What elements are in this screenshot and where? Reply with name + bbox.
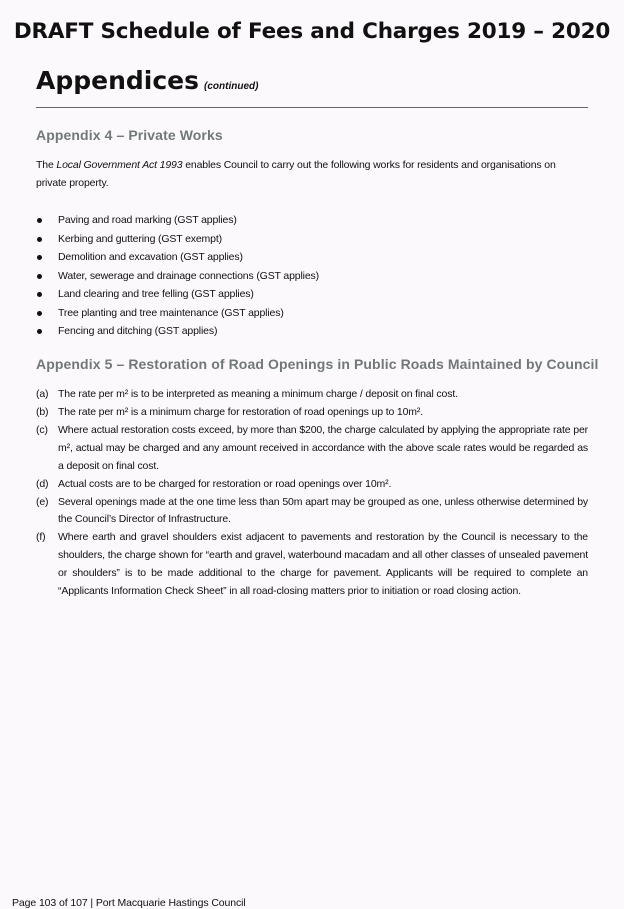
page-heading	[36, 66, 258, 95]
intro-act-name: Local Government Act 1993	[56, 159, 183, 171]
bullet-icon	[37, 218, 42, 223]
list-item-text: Water, sewerage and drainage connections (GST applies)	[58, 269, 319, 282]
item-label: (b)	[36, 405, 49, 418]
item-label: (e)	[36, 495, 49, 508]
list-item	[36, 422, 588, 475]
list-item-text: Paving and road marking (GST applies)	[58, 214, 237, 226]
list-item	[36, 529, 588, 600]
item-label: (d)	[36, 477, 49, 490]
bullet-icon	[37, 255, 42, 260]
document-title: DRAFT Schedule of Fees and Charges 2019 – 2020	[13, 19, 611, 44]
restoration-conditions-list	[36, 386, 588, 601]
page-heading-title: Appendices	[36, 66, 200, 95]
list-item-text: Fencing and ditching (GST applies)	[58, 325, 218, 337]
list-item	[36, 304, 588, 323]
list-item	[36, 285, 588, 304]
item-text: Several openings made at the one time less than 50m apart may be grouped as one, unless otherwise determined by the Council’s Director of Infrastructure.	[58, 495, 588, 526]
item-text: The rate per m² is a minimum charge for restoration of road openings up to 10m².	[58, 405, 424, 418]
appendix5-title: Appendix 5 – Restoration of Road Openings in Public Roads Maintained by Council	[36, 356, 599, 372]
item-text: Where actual restoration costs exceed, by more than $200, the charge calculated by applying the appropriate rate per m², actual may be charged and any amount received in accordance with the above scale rates would be regarded as a deposit on final cost.	[58, 423, 588, 472]
item-text: The rate per m² is to be interpreted as meaning a minimum charge / deposit on final cost.	[58, 388, 458, 400]
intro-prefix: The	[36, 159, 57, 171]
bullet-icon	[37, 292, 42, 297]
appendix4-title: Appendix 4 – Private Works	[36, 127, 223, 143]
item-label: (a)	[36, 388, 49, 400]
page-heading-continued: (continued)	[204, 81, 259, 92]
list-item-text: Kerbing and guttering (GST exempt)	[58, 232, 222, 245]
item-text: Where earth and gravel shoulders exist adjacent to pavements and restoration by the Council is necessary to the shoulders, the charge shown for “earth and gravel, waterbound macadam and all other classes of unsealed pavement or shoulders” is to be made additional to the charge for pavement. Applicants will be required to complete an “Applicants Information Check Sheet” in all road-closing matters prior to initiation or road closing action.	[58, 531, 588, 597]
bullet-icon	[37, 274, 42, 279]
appendix4-intro	[36, 157, 588, 192]
bullet-icon	[37, 329, 42, 334]
page-footer: Page 103 of 107 | Port Macquarie Hastings Council	[12, 897, 246, 909]
item-label: (c)	[36, 423, 48, 436]
list-item	[36, 494, 588, 530]
list-item	[36, 476, 588, 494]
list-item	[36, 386, 588, 404]
bullet-icon	[37, 237, 42, 242]
intro-suffix: enables Council to carry out the following works for residents and organisations on private property.	[36, 159, 556, 189]
list-item	[36, 211, 588, 230]
list-item-text: Tree planting and tree maintenance (GST applies)	[58, 306, 284, 319]
list-item-text: Demolition and excavation (GST applies)	[58, 251, 243, 263]
list-item	[36, 404, 588, 422]
list-item-text: Land clearing and tree felling (GST applies)	[58, 288, 254, 300]
item-label: (f)	[36, 531, 46, 544]
heading-divider	[36, 107, 588, 108]
list-item	[36, 230, 588, 249]
private-works-list	[36, 211, 588, 341]
item-text: Actual costs are to be charged for restoration or road openings over 10m².	[58, 477, 392, 490]
list-item	[36, 267, 588, 286]
bullet-icon	[37, 311, 42, 316]
list-item	[36, 248, 588, 267]
list-item	[36, 322, 588, 341]
